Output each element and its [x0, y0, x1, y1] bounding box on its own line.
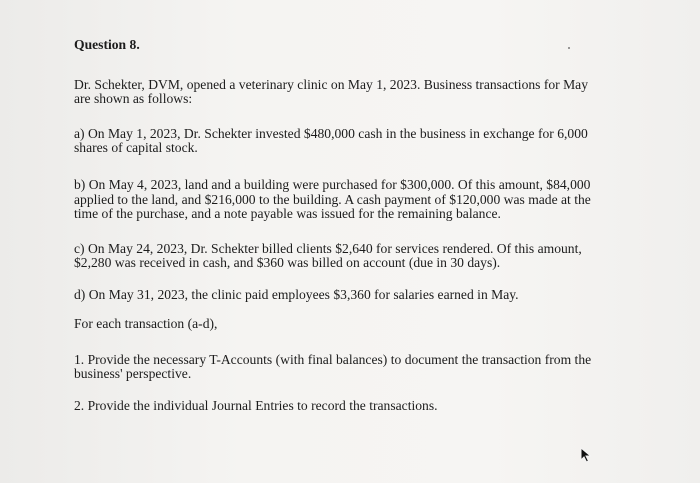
task-2-line: 2. Provide the individual Journal Entries to record the transactions.	[74, 398, 438, 413]
instruction-line: For each transaction (a-d),	[74, 316, 218, 331]
task-1-line-1: 1. Provide the necessary T-Accounts (with final balances) to document the transaction from the	[74, 352, 592, 367]
transaction-b-line-1: b) On May 4, 2023, land and a building were purchased for $300,000. Of this amount, $84,000	[74, 177, 591, 192]
transaction-a-line-1: a) On May 1, 2023, Dr. Schekter invested $480,000 cash in the business in exchange for 6,000	[74, 126, 588, 141]
mouse-pointer-icon	[580, 447, 594, 468]
task-1-line-2: business' perspective.	[74, 366, 192, 381]
intro-line-1: Dr. Schekter, DVM, opened a veterinary clinic on May 1, 2023. Business transactions for May	[74, 77, 589, 92]
question-heading: Question 8.	[74, 37, 140, 52]
transaction-b-line-2: applied to the land, and $216,000 to the building. A cash payment of $120,000 was made at the	[74, 192, 591, 207]
transaction-d-line: d) On May 31, 2023, the clinic paid employees $3,360 for salaries earned in May.	[74, 287, 519, 302]
transaction-a-line-2: shares of capital stock.	[74, 140, 198, 155]
intro-line-2: are shown as follows:	[74, 91, 193, 106]
transaction-c-line-2: $2,280 was received in cash, and $360 was billed on account (due in 30 days).	[74, 255, 501, 270]
speck-mark	[568, 47, 570, 49]
transaction-c-line-1: c) On May 24, 2023, Dr. Schekter billed clients $2,640 for services rendered. Of this amount,	[74, 241, 582, 256]
transaction-b-line-3: time of the purchase, and a note payable was issued for the remaining balance.	[74, 206, 501, 221]
